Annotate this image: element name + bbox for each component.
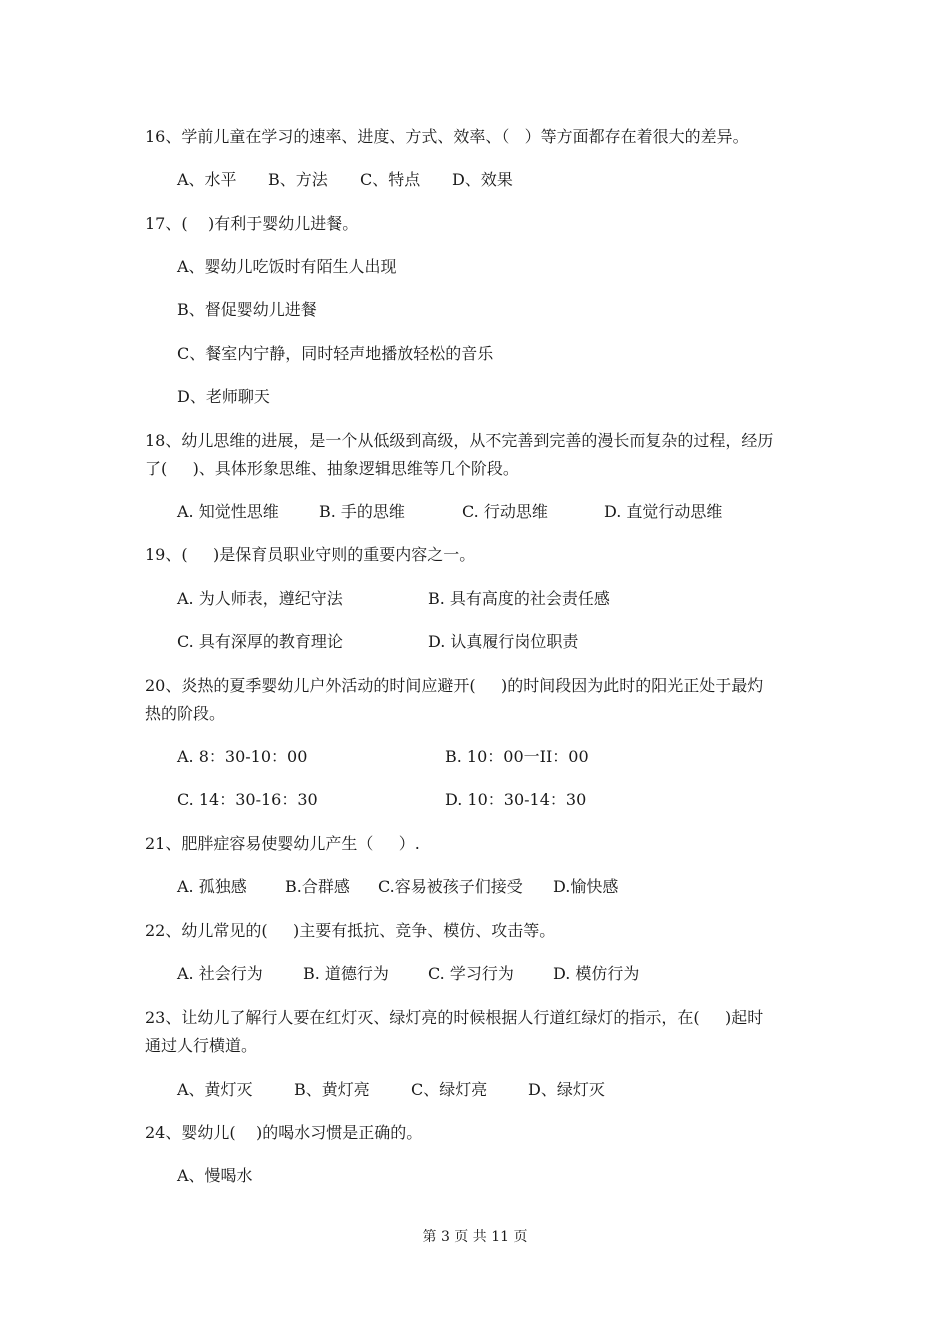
question-18-stem-line1: 18、幼儿思维的进展，是一个从低级到高级，从不完善到完善的漫长而复杂的过程，经历 [145, 431, 774, 450]
question-18-option-d: D. 直觉行动思维 [604, 502, 723, 521]
question-17-option-b: B、督促婴幼儿进餐 [177, 300, 317, 319]
question-21-option-c: C.容易被孩子们接受 [378, 877, 523, 896]
question-17-option-c: C、餐室内宁静，同时轻声地播放轻松的音乐 [177, 344, 494, 363]
question-20-option-a: A. 8：30-10：00 [177, 747, 308, 766]
question-20-option-c: C. 14：30-16：30 [177, 790, 318, 809]
question-17-option-a: A、婴幼儿吃饭时有陌生人出现 [177, 257, 397, 276]
question-23-stem-line2: 通过人行横道。 [145, 1036, 258, 1055]
question-23-stem-line1: 23、让幼儿了解行人要在红灯灭、绿灯亮的时候根据人行道红绿灯的指示，在( )起时 [145, 1008, 764, 1027]
question-24-stem: 24、婴幼儿( )的喝水习惯是正确的。 [145, 1123, 423, 1142]
question-20-stem-line2: 热的阶段。 [145, 704, 226, 723]
question-20-option-b: B. 10：00一II：00 [445, 747, 589, 766]
question-19-option-c: C. 具有深厚的教育理论 [177, 632, 343, 651]
question-18-option-a: A. 知觉性思维 [177, 502, 279, 521]
question-20-option-d: D. 10：30-14：30 [445, 790, 587, 809]
question-22-option-d: D. 模仿行为 [553, 964, 640, 983]
question-16-option-a: A、水平 [177, 170, 237, 189]
question-21-stem: 21、肥胖症容易使婴幼儿产生（ ）. [145, 834, 420, 853]
question-16-option-b: B、方法 [268, 170, 328, 189]
question-23-option-a: A、黄灯灭 [177, 1080, 253, 1099]
question-23-option-d: D、绿灯灭 [528, 1080, 605, 1099]
question-19-option-b: B. 具有高度的社会责任感 [428, 589, 610, 608]
page-footer: 第 3 页 共 11 页 [422, 1229, 528, 1245]
question-16-option-d: D、效果 [452, 170, 513, 189]
question-17-stem: 17、( )有利于婴幼儿进餐。 [145, 214, 359, 233]
question-18-option-b: B. 手的思维 [319, 502, 405, 521]
question-23-option-c: C、绿灯亮 [411, 1080, 488, 1099]
question-21-option-a: A. 孤独感 [177, 877, 247, 896]
question-22-option-b: B. 道德行为 [303, 964, 389, 983]
question-19-option-d: D. 认真履行岗位职责 [428, 632, 579, 651]
question-18-option-c: C. 行动思维 [462, 502, 548, 521]
question-19-stem: 19、( )是保育员职业守则的重要内容之一。 [145, 545, 476, 564]
question-16-stem: 16、学前儿童在学习的速率、进度、方式、效率、（ ）等方面都存在着很大的差异。 [145, 127, 749, 146]
question-17-option-d: D、老师聊天 [177, 387, 270, 406]
question-22-stem: 22、幼儿常见的( )主要有抵抗、竞争、模仿、攻击等。 [145, 921, 556, 940]
question-22-option-a: A. 社会行为 [177, 964, 263, 983]
question-18-stem-line2: 了( )、具体形象思维、抽象逻辑思维等几个阶段。 [145, 459, 519, 478]
question-23-option-b: B、黄灯亮 [294, 1080, 370, 1099]
question-24-option-a: A、慢喝水 [177, 1166, 253, 1185]
question-21-option-b: B.合群感 [285, 877, 350, 896]
question-20-stem-line1: 20、炎热的夏季婴幼儿户外活动的时间应避开( )的时间段因为此时的阳光正处于最灼 [145, 676, 764, 695]
question-16-option-c: C、特点 [360, 170, 421, 189]
question-21-option-d: D.愉快感 [553, 877, 619, 896]
question-19-option-a: A. 为人师表，遵纪守法 [177, 589, 343, 608]
question-22-option-c: C. 学习行为 [428, 964, 514, 983]
